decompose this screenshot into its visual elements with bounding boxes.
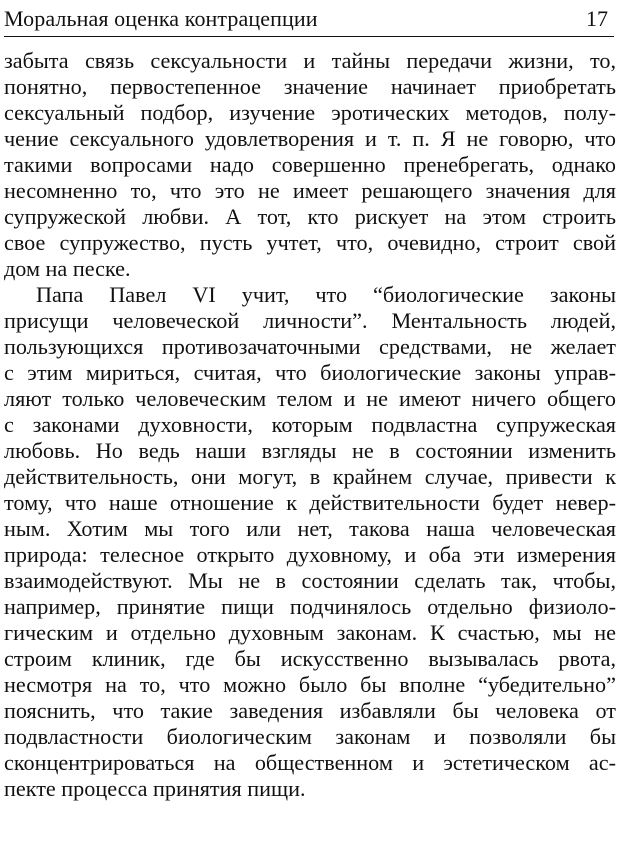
text-line: ным. Хотим мы того или нет, такова наша человеческая <box>4 516 616 541</box>
page-number: 17 <box>586 6 608 31</box>
body-text <box>4 48 616 802</box>
text-line: такими вопросами надо совершенно пренебрегать, однако <box>4 152 616 177</box>
running-head <box>4 2 614 37</box>
text-line: природа: телесное открыто духовному, и оба эти измерения <box>4 542 616 567</box>
text-line: забыта связь сексуальности и тайны передачи жизни, то, <box>4 48 616 73</box>
paragraph-1 <box>4 48 616 282</box>
text-line: свое супружество, пусть учтет, что, очевидно, строит свой <box>4 230 616 255</box>
text-line: взаимодействуют. Мы не в состоянии сделать так, чтобы, <box>4 568 616 593</box>
text-line: подвластности биологическим законам и позволяли бы <box>4 724 616 749</box>
paragraph-2 <box>4 282 616 802</box>
text-line: с этим мириться, считая, что биологические законы управ- <box>4 360 616 385</box>
text-line: Папа Павел VI учит, что “биологические законы <box>36 282 616 307</box>
text-line: сконцентрироваться на общественном и эстетическом ас- <box>4 750 616 775</box>
text-line: несомненно то, что это не имеет решающего значения для <box>4 178 616 203</box>
text-line: пояснить, что такие заведения избавляли бы человека от <box>4 698 616 723</box>
text-line: ляют только человеческим телом и не имеют ничего общего <box>4 386 616 411</box>
text-line: несмотря на то, что можно было бы вполне “убедительно” <box>4 672 616 697</box>
text-line: например, принятие пищи подчинялось отдельно физиоло- <box>4 594 616 619</box>
text-line: сексуальный подбор, изучение эротических методов, полу- <box>4 100 616 125</box>
text-line: присущи человеческой личности”. Ментальность людей, <box>4 308 616 333</box>
text-line: гическим и отдельно духовным законам. К счастью, мы не <box>4 620 616 645</box>
text-line: с законами духовности, которым подвластна супружеская <box>4 412 616 437</box>
text-line: тому, что наше отношение к действительности будет невер- <box>4 490 616 515</box>
text-line: пекте процесса принятия пищи. <box>4 776 306 801</box>
text-line: действительность, они могут, в крайнем случае, привести к <box>4 464 616 489</box>
text-line: дом на песке. <box>4 256 131 281</box>
running-title: Моральная оценка контрацепции <box>4 6 318 31</box>
text-line: пользующихся противозачаточными средствами, не желает <box>4 334 616 359</box>
text-line: любовь. Но ведь наши взгляды не в состоянии изменить <box>4 438 616 463</box>
text-line: супружеской любви. А тот, кто рискует на этом строить <box>4 204 616 229</box>
text-line: чение сексуального удовлетворения и т. п. Я не говорю, что <box>4 126 616 151</box>
text-line: понятно, первостепенное значение начинает приобретать <box>4 74 616 99</box>
text-line: строим клиник, где бы искусственно вызывалась рвота, <box>4 646 616 671</box>
